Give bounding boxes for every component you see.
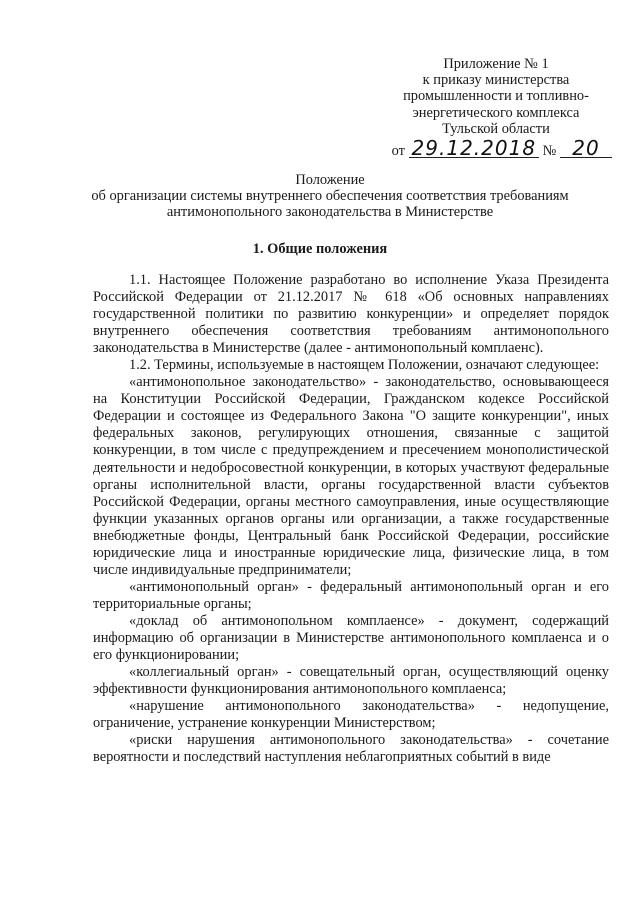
date-prefix: от (391, 143, 405, 160)
term-definition: «нарушение антимонопольного законодательства» - недопущение, ограничение, устранение конкуренции Министерством; (93, 698, 609, 732)
appendix-line: Приложение № 1 (443, 56, 549, 72)
appendix-block (380, 56, 612, 159)
term-definition: «доклад об антимонопольном комплаенсе» - документ, содержащий информацию об организации в Министерстве антимонопольного комплаенса и о его функционировании; (93, 612, 609, 664)
document-title (60, 172, 600, 220)
paragraph: 1.1. Настоящее Положение разработано во исполнение Указа Президента Российской Федерации от 21.12.2017 № 618 «Об основных направлениях государственной политики по развитию конкуренции» и определяет порядок внутреннего обеспечения соответствия требованиям антимонопольного законодательства в Министерстве (далее - антимонопольный комплаенс). (93, 272, 609, 357)
appendix-line: Тульской области (442, 120, 550, 137)
handwritten-date: 29.12.2018 (409, 139, 540, 158)
order-date-line (380, 136, 612, 161)
title-line: Положение (295, 172, 365, 188)
section-heading: 1. Общие положения (252, 241, 388, 257)
appendix-line: к приказу министерства (422, 72, 570, 89)
term-definition: «риски нарушения антимонопольного законодательства» - сочетание вероятности и последствий наступления неблагоприятных событий в виде (93, 732, 609, 766)
number-sign: № (542, 143, 557, 160)
appendix-line: промышленности и топливно- (403, 88, 589, 105)
appendix-line: энергетического комплекса (412, 104, 580, 121)
term-definition: «антимонопольное законодательство» - законодательство, основывающееся на Конституции Российской Федерации, Гражданском кодексе Российской Федерации и состоящее из Федерального Закона "О защите конкуренции", иных федеральных законов, регулирующих отношения, связанные с защитой конкуренции, в том числе с предупреждением и пресечением монополистической деятельности и недобросовестной конкуренции, в которых участвуют федеральные органы исполнительной власти, органы государственной власти субъектов Российской Федерации, органы местного самоуправления, иные осуществляющие функции указанных органов органы или организации, а также государственные внебюджетные фонды, Центральный банк Российской Федерации, российские юридические лица и иностранные юридические лица, физические лица, в том числе индивидуальные предприниматели; (93, 374, 609, 578)
title-line: об организации системы внутреннего обеспечения соответствия требованиям (91, 188, 569, 204)
term-definition: «коллегиальный орган» - совещательный орган, осуществляющий оценку эффективности функционирования антимонопольного комплаенса; (93, 664, 609, 698)
term-definition: «антимонопольный орган» - федеральный антимонопольный орган и его территориальные органы; (93, 578, 609, 612)
title-line: антимонопольного законодательства в Министерстве (166, 204, 494, 220)
handwritten-number: 20 (560, 139, 612, 158)
paragraph: 1.2. Термины, используемые в настоящем Положении, означают следующее: (129, 357, 600, 374)
document-body (93, 272, 609, 766)
